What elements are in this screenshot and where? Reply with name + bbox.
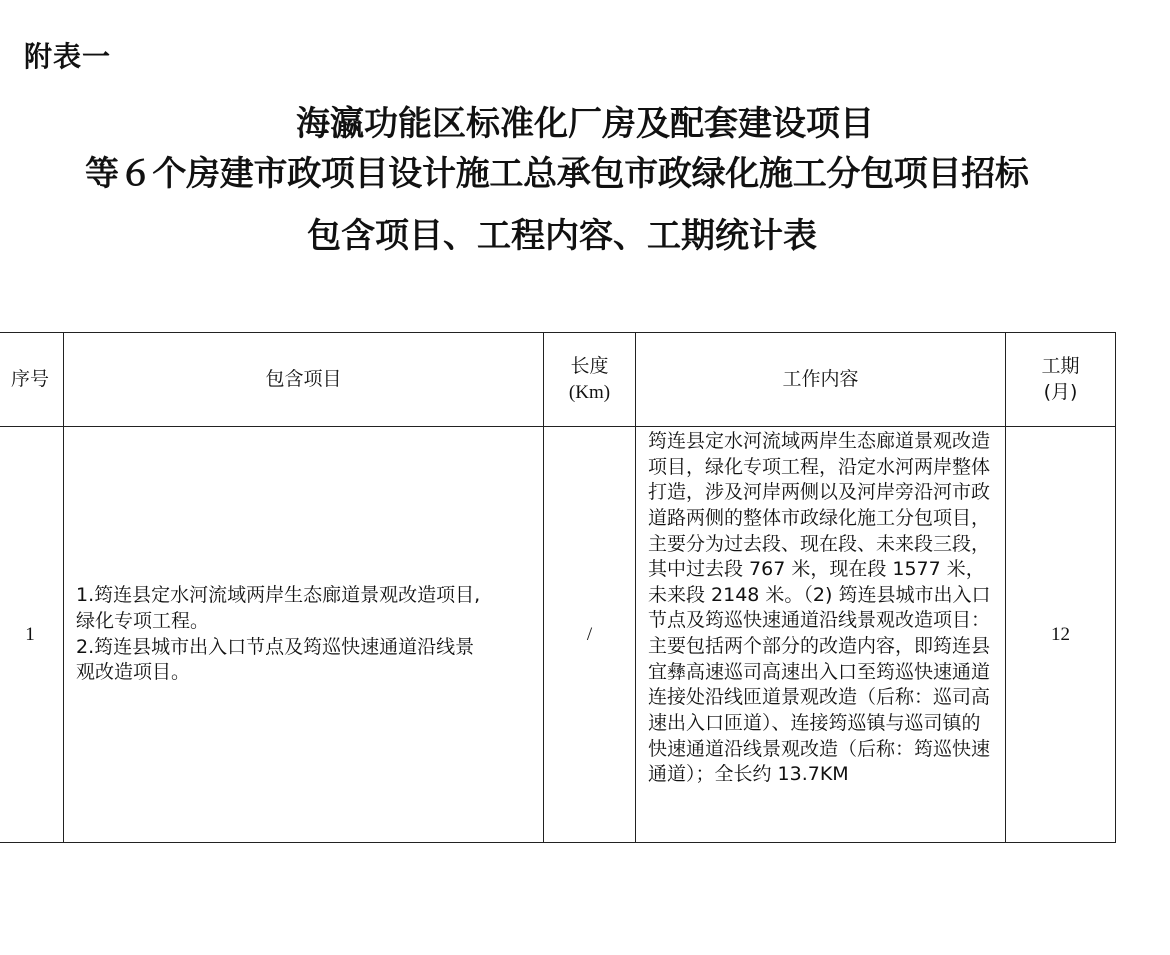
row-length: / [544, 427, 636, 843]
header-period-unit: (月) [1043, 380, 1078, 403]
row-items [64, 427, 544, 843]
appendix-label: 附表一 [24, 40, 112, 73]
header-content: 工作内容 [636, 333, 1006, 427]
project-statistics-table [0, 332, 1116, 843]
header-length [544, 333, 636, 427]
header-length-unit: (Km) [568, 381, 611, 403]
table-row [0, 427, 1116, 843]
header-period [1006, 333, 1116, 427]
row-item-line: 绿化专项工程。 [76, 609, 210, 632]
table-header-row [0, 333, 1116, 427]
header-items: 包含项目 [64, 333, 544, 427]
row-item-line: 观改造项目。 [76, 661, 191, 684]
row-seq: 1 [0, 427, 64, 843]
row-content: 筠连县定水河流域两岸生态廊道景观改造项目，绿化专项工程，沿定水河两岸整体打造，涉及河岸两侧以及河岸旁沿河市政道路两侧的整体市政绿化施工分包项目，主要分为过去段、现在段、未来段三段，其中过去段 767 米，现在段 1577 米，未来段 2148 米。（2) 筠连县城市出入口节点及筠巡快速通道沿线景观改造项目：主要包括两个部分的改造内容，即筠连县宜彝高速巡司高速出入口至筠巡快速通道连接处沿线匝道景观改造（后称：巡司高速出入口匝道）、连接筠巡镇与巡司镇的快速通道沿线景观改造（后称：筠巡快速通道）；全长约 13.7KM [636, 427, 1006, 843]
row-item-line: 1.筠连县定水河流域两岸生态廊道景观改造项目, [76, 584, 481, 607]
title-line-3: 包含项目、工程内容、工期统计表 [307, 216, 817, 256]
header-length-label: 长度 [570, 354, 609, 377]
row-item-line: 2.筠连县城市出入口节点及筠巡快速通道沿线景 [76, 635, 475, 658]
header-period-label: 工期 [1041, 354, 1080, 377]
row-period: 12 [1006, 427, 1116, 843]
title-line-1: 海瀛功能区标准化厂房及配套建设项目 [296, 104, 874, 144]
title-line-2: 等６个房建市政项目设计施工总承包市政绿化施工分包项目招标 [85, 154, 1029, 194]
header-seq: 序号 [0, 333, 64, 427]
